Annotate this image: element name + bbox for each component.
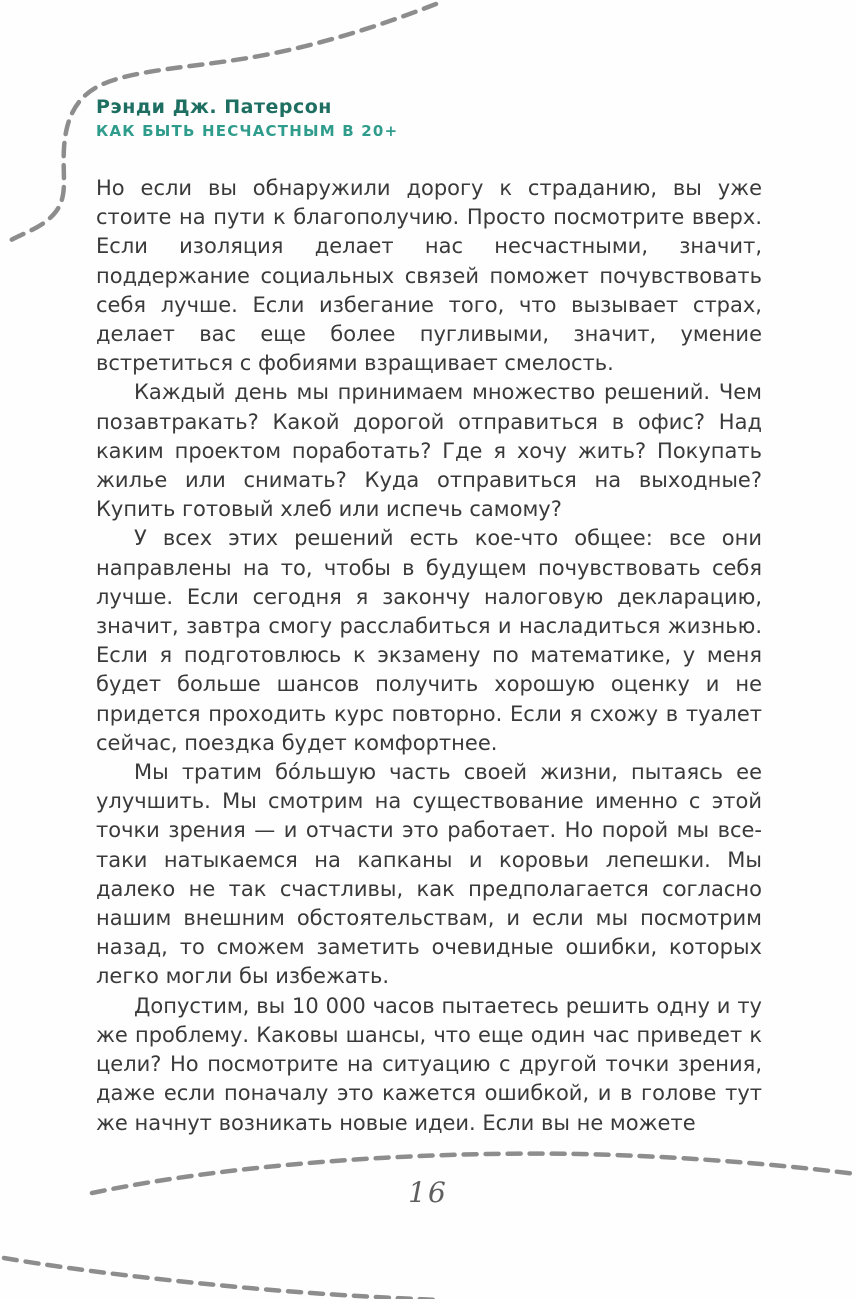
- body-paragraph: Каждый день мы принимаем множество решений. Чем позавтракать? Какой дорогой отправиться в офис? Над каким проектом поработать? Где я хочу жить? Покупать жилье или снимать? Куда отправиться на выходные? Купить готовый хлеб или испечь самому?: [96, 380, 762, 522]
- page-number: 16: [408, 1176, 448, 1209]
- book-title: КАК БЫТЬ НЕСЧАСТНЫМ В 20+: [96, 122, 399, 140]
- author-name: Рэнди Дж. Патерсон: [96, 96, 332, 118]
- page-content: [96, 96, 762, 1138]
- body-paragraph: Но если вы обнаружили дорогу к страданию, вы уже стоите на пути к благополучию. Просто посмотрите вверх. Если изоляция делает нас несчастными, значит, поддержание социальных связей поможет почувствовать себя лучше. Если избегание того, что вызывает страх, делает вас еще более пугливыми, значит, умение встретиться с фобиями взращивает смелость.: [96, 176, 762, 376]
- page-header: [96, 96, 762, 140]
- body-paragraph: Допустим, вы 10 000 часов пытаетесь решить одну и ту же проблему. Каковы шансы, что еще один час приведет к цели? Но посмотрите на ситуацию с другой точки зрения, даже если поначалу это кажется ошибкой, и в голове тут же начнут возникать новые идеи. Если вы не можете: [96, 993, 762, 1135]
- body-text-block: [96, 174, 762, 1138]
- bottom-left-dashed-tail: [4, 1258, 440, 1299]
- body-paragraph: Мы тратим бо́льшую часть своей жизни, пытаясь ее улучшить. Мы смотрим на существование именно с этой точки зрения — и отчасти это работает. Но порой мы все-таки натыкаемся на капканы и коровьи лепешки. Мы далеко не так счастливы, как предполагается согласно нашим внешним обстоятельствам, и если мы посмотрим назад, то сможем заметить очевидные ошибки, которых легко могли бы избежать.: [96, 760, 762, 989]
- body-paragraph: У всех этих решений есть кое-что общее: все они направлены на то, чтобы в будущем почувствовать себя лучше. Если сегодня я закончу налоговую декларацию, значит, завтра смогу расслабиться и насладиться жизнью. Если я подготовлюсь к экзамену по математике, у меня будет больше шансов получить хорошую оценку и не придется проходить курс повторно. Если я схожу в туалет сейчас, поездка будет комфортнее.: [96, 526, 762, 755]
